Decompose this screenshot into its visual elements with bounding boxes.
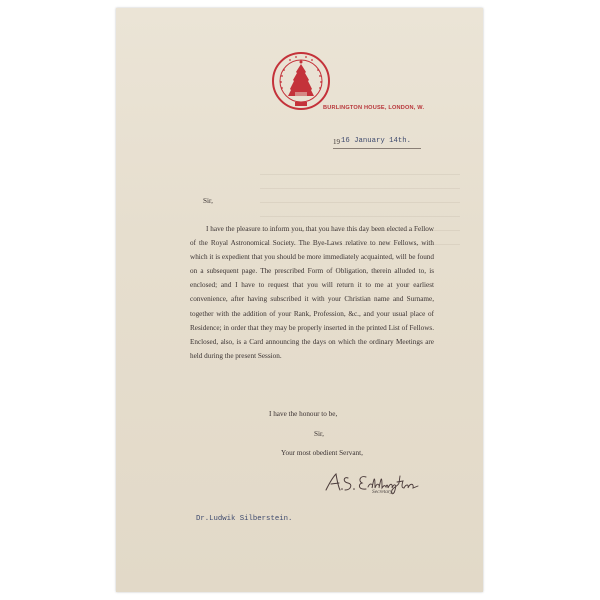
letter-body: I have the pleasure to inform you, that you have this day been elected a Fellow of the Royal Astronomical Society. The Bye-Laws relative to new Fellows, with which it is expedient that you should be more immediately acquainted, will be found on a subsequent page. The prescribed Form of Obligation, therein alluded to, is enclosed; and I have to request that you will return it to me at your earliest convenience, after having subscribed it with your Christian name and Surname, together with the addition of your Rank, Profession, &c., and your usual place of Residence; in order that they may be properly inserted in the printed List of Fellows. Enclosed, also, is a Card announcing the days on which the ordinary Meetings are held during the present Session. [190, 225, 434, 360]
society-seal-emblem [270, 50, 332, 112]
closing-line-1: I have the honour to be, [269, 410, 338, 418]
signature-title: Secretary. [372, 489, 394, 495]
closing-line-3: Your most obedient Servant, [281, 449, 363, 457]
salutation: Sir, [203, 197, 213, 205]
recipient-name: Dr.Ludwik Silberstein. [196, 515, 293, 523]
date-line [333, 138, 421, 149]
date-year-prefix: 19 [333, 138, 340, 146]
date-typed: 16 January 14th. [341, 137, 412, 145]
closing-line-2: Sir, [314, 430, 324, 438]
letterhead-address: BURLINGTON HOUSE, LONDON, W. [323, 105, 425, 111]
